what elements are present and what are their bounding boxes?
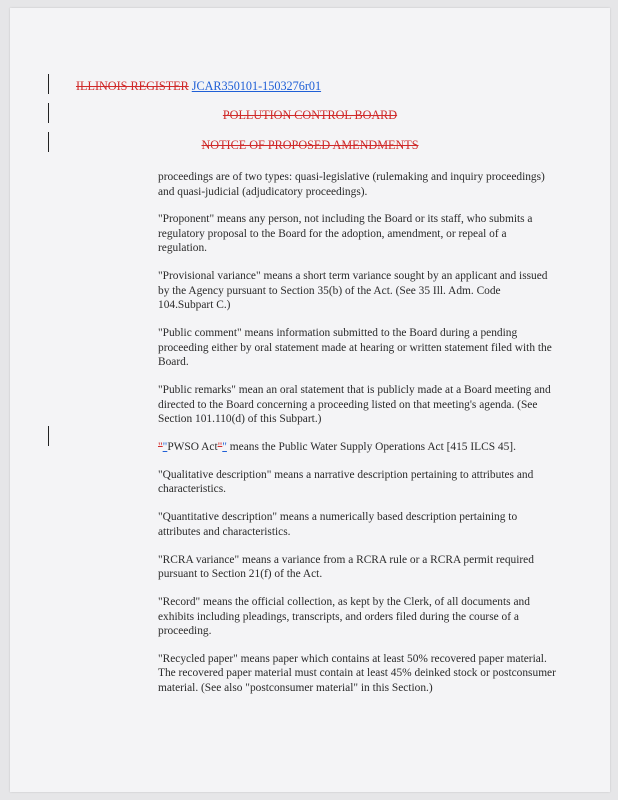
change-bar-header-1 (48, 74, 49, 94)
paragraph: "Record" means the official collection, as kept by the Clerk, of all documents and exhibits including pleadings, transcripts, and orders filed during the course of a proceeding. (158, 596, 530, 638)
pwso-definition: means the Public Water Supply Operations Act [415 ILCS 45]. (226, 440, 516, 453)
document-page (10, 8, 610, 792)
paragraph: "Qualitative description" means a narrative description pertaining to attributes and characteristics. (158, 468, 534, 496)
paragraph: "Proponent" means any person, not including the Board or its staff, who submits a regulatory proposal to the Board for the adoption, amendment, or repeal of a regulation. (158, 213, 533, 255)
paragraph: proceedings are of two types: quasi-legislative (rulemaking and inquiry proceedings) and quasi-judicial (adjudicatory proceedings). (158, 171, 545, 198)
paragraph: "Quantitative description" means a numerically based description pertaining to attributes and characteristics. (158, 511, 518, 538)
pwso-paragraph (158, 440, 558, 455)
register-inserted-text: JCAR350101-1503276r01 (191, 79, 322, 93)
inserted-quote-open: " (162, 440, 168, 453)
register-header (76, 79, 321, 94)
notice-title: NOTICE OF PROPOSED AMENDMENTS (201, 138, 419, 152)
paragraph: "Recycled paper" means paper which contains at least 50% recovered paper material. The recovered paper material must contain at least 45% deinked stock or postconsumer material. (See also "postconsumer material" in this Section.) (158, 652, 556, 694)
paragraph: "RCRA variance" means a variance from a RCRA rule or a RCRA permit required pursuant to Section 21(f) of the Act. (158, 553, 534, 581)
change-bar-pwso (48, 426, 49, 446)
struck-quote-close: " (217, 440, 223, 453)
pwso-term: PWSO Act (167, 440, 218, 453)
paragraph: "Provisional variance" means a short term variance sought by an applicant and issued by the Agency pursuant to Section 35(b) of the Act. (See 35 Ill. Adm. Code 104.Subpart C.) (158, 270, 548, 312)
inserted-quote-close: " (222, 440, 227, 453)
definitions-body (158, 170, 558, 709)
register-struck-text: ILLINOIS REGISTER (76, 79, 189, 93)
paragraph: "Public remarks" mean an oral statement that is publicly made at a Board meeting and directed to the Board concerning a proceeding listed on that meeting's agenda. (See Section 101.110(d) of this Subpart.) (158, 384, 551, 426)
struck-quote-open: " (158, 440, 163, 453)
board-title: POLLUTION CONTROL BOARD (222, 108, 398, 122)
paragraph: "Public comment" means information submitted to the Board during a pending proceeding either by oral statement made at hearing or written statement filed with the Board. (158, 327, 552, 369)
